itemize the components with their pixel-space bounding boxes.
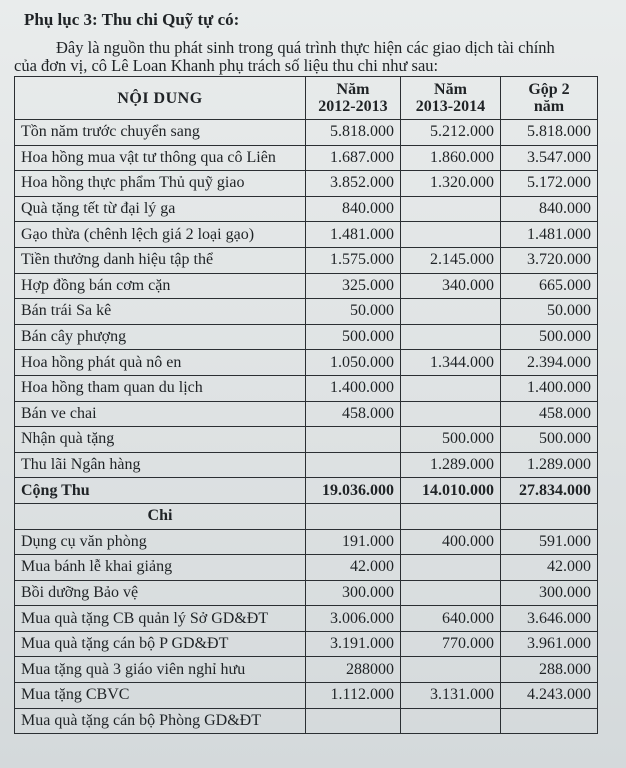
- row-year-1: 1.400.000: [305, 375, 400, 401]
- row-label: Mua quà tặng CB quản lý Sở GD&ĐT: [15, 606, 306, 632]
- income-row: [15, 247, 598, 273]
- row-year-1: 3.852.000: [305, 171, 400, 197]
- row-label: Gạo thừa (chênh lệch giá 2 loại gạo): [15, 222, 306, 248]
- row-year-2: [400, 401, 500, 427]
- row-total: 288.000: [500, 657, 597, 683]
- row-year-1: [305, 427, 400, 453]
- row-label: Tiền thưởng danh hiệu tập thể: [15, 247, 306, 273]
- header-total-line-1: Gộp 2: [528, 81, 570, 98]
- row-year-2: 5.212.000: [400, 120, 500, 146]
- expense-row: [15, 580, 598, 606]
- row-total: 1.289.000: [500, 452, 597, 478]
- expense-row: [15, 631, 598, 657]
- row-total: 3.720.000: [500, 247, 597, 273]
- row-year-1: 300.000: [305, 580, 400, 606]
- expense-row: [15, 657, 598, 683]
- row-year-1: 325.000: [305, 273, 400, 299]
- row-year-1: 458.000: [305, 401, 400, 427]
- row-year-1: 840.000: [305, 196, 400, 222]
- row-label: Mua tặng CBVC: [15, 683, 306, 709]
- row-label: Thu lãi Ngân hàng: [15, 452, 306, 478]
- row-year-2: [400, 708, 500, 734]
- header-year-1: [305, 77, 400, 120]
- header-year-2-line-2: 2013-2014: [415, 98, 486, 115]
- row-label: Mua tặng quà 3 giáo viên nghỉ hưu: [15, 657, 306, 683]
- intro-line-2: của đơn vị, cô Lê Loan Khanh phụ trách số liệu thu chi như sau:: [14, 56, 439, 75]
- income-row: [15, 145, 598, 171]
- row-label: Bán trái Sa kê: [15, 299, 306, 325]
- row-total: 840.000: [500, 196, 597, 222]
- row-year-2: [400, 222, 500, 248]
- row-total: [500, 708, 597, 734]
- row-total: 5.818.000: [500, 120, 597, 146]
- row-year-1: 191.000: [305, 529, 400, 555]
- row-label: Hoa hồng phát quà nô en: [15, 350, 306, 376]
- row-label: Hợp đồng bán cơm cặn: [15, 273, 306, 299]
- row-year-1: 1.687.000: [305, 145, 400, 171]
- appendix-heading: Phụ lục 3: Thu chi Quỹ tự có:: [24, 10, 240, 29]
- row-total: 5.172.000: [500, 171, 597, 197]
- header-year-1-line-1: Năm: [336, 81, 370, 98]
- table-header-row: [15, 77, 598, 120]
- income-row: [15, 427, 598, 453]
- income-row: [15, 120, 598, 146]
- row-year-1: [305, 452, 400, 478]
- row-label: Mua bánh lễ khai giảng: [15, 555, 306, 581]
- row-year-2: [400, 555, 500, 581]
- row-year-1: 1.112.000: [305, 683, 400, 709]
- row-label: Bồi dưỡng Bảo vệ: [15, 580, 306, 606]
- row-year-1: 19.036.000: [305, 478, 400, 504]
- row-total: 27.834.000: [500, 478, 597, 504]
- row-year-1: 3.191.000: [305, 631, 400, 657]
- row-total: 3.547.000: [500, 145, 597, 171]
- row-year-2: 1.344.000: [400, 350, 500, 376]
- header-year-2-line-1: Năm: [434, 81, 467, 98]
- row-total: 300.000: [500, 580, 597, 606]
- header-year-1-line-2: 2012-2013: [318, 98, 388, 115]
- row-year-2: 640.000: [400, 606, 500, 632]
- row-total: 42.000: [500, 555, 597, 581]
- expense-section-row: [15, 503, 598, 529]
- income-row: [15, 196, 598, 222]
- row-year-1: 500.000: [305, 324, 400, 350]
- income-row: [15, 299, 598, 325]
- income-row: [15, 222, 598, 248]
- row-label: Dụng cụ văn phòng: [15, 529, 306, 555]
- row-label: Mua quà tặng cán bộ Phòng GD&ĐT: [15, 708, 306, 734]
- row-year-2: [400, 657, 500, 683]
- row-label: Mua quà tặng cán bộ P GD&ĐT: [15, 631, 306, 657]
- income-row: [15, 375, 598, 401]
- row-label: Bán cây phượng: [15, 324, 306, 350]
- row-label: Tồn năm trước chuyển sang: [15, 120, 306, 146]
- row-year-1: 288000: [305, 657, 400, 683]
- row-label: Quà tặng tết từ đại lý ga: [15, 196, 306, 222]
- row-year-2: 500.000: [400, 427, 500, 453]
- row-total: 665.000: [500, 273, 597, 299]
- row-total: 1.481.000: [500, 222, 597, 248]
- expense-row: [15, 555, 598, 581]
- row-label: Nhận quà tặng: [15, 427, 306, 453]
- row-year-2: 14.010.000: [400, 478, 500, 504]
- row-year-2: [400, 375, 500, 401]
- income-total-row: [15, 478, 598, 504]
- income-row: [15, 324, 598, 350]
- header-year-2: [400, 77, 500, 120]
- row-year-1: 1.575.000: [305, 247, 400, 273]
- row-label: Hoa hồng tham quan du lịch: [15, 375, 306, 401]
- row-year-1: 5.818.000: [305, 120, 400, 146]
- row-year-2: 2.145.000: [400, 247, 500, 273]
- row-year-1: 3.006.000: [305, 606, 400, 632]
- expense-row: [15, 683, 598, 709]
- row-label: Cộng Thu: [15, 478, 306, 504]
- row-year-1: 42.000: [305, 555, 400, 581]
- row-year-2: [400, 324, 500, 350]
- row-year-1: [305, 708, 400, 734]
- row-year-2: 1.320.000: [400, 171, 500, 197]
- row-year-1: 1.050.000: [305, 350, 400, 376]
- row-total: 500.000: [500, 324, 597, 350]
- expense-row: [15, 708, 598, 734]
- expense-row: [15, 529, 598, 555]
- income-row: [15, 171, 598, 197]
- row-year-2: 400.000: [400, 529, 500, 555]
- fund-table: [14, 76, 598, 734]
- row-year-2: [400, 299, 500, 325]
- row-year-1: 50.000: [305, 299, 400, 325]
- row-total: 458.000: [500, 401, 597, 427]
- income-row: [15, 350, 598, 376]
- expense-row: [15, 606, 598, 632]
- intro-line-1: Đây là nguồn thu phát sinh trong quá trình thực hiện các giao dịch tài chính: [56, 38, 555, 57]
- empty-cell: [305, 503, 400, 529]
- table-body: [15, 120, 598, 734]
- row-year-2: 1.860.000: [400, 145, 500, 171]
- row-label: Hoa hồng thực phẩm Thủ quỹ giao: [15, 171, 306, 197]
- row-total: 4.243.000: [500, 683, 597, 709]
- row-year-2: [400, 196, 500, 222]
- income-row: [15, 452, 598, 478]
- expense-section-label: Chi: [15, 503, 306, 529]
- row-year-2: [400, 580, 500, 606]
- row-label: Hoa hồng mua vật tư thông qua cô Liên: [15, 145, 306, 171]
- empty-cell: [500, 503, 597, 529]
- header-content: NỘI DUNG: [15, 77, 306, 120]
- row-year-2: 340.000: [400, 273, 500, 299]
- header-total-line-2: năm: [533, 98, 565, 115]
- row-year-2: 3.131.000: [400, 683, 500, 709]
- row-total: 3.961.000: [500, 631, 597, 657]
- header-total: [500, 77, 597, 120]
- row-total: 3.646.000: [500, 606, 597, 632]
- row-label: Bán ve chai: [15, 401, 306, 427]
- row-total: 500.000: [500, 427, 597, 453]
- row-total: 2.394.000: [500, 350, 597, 376]
- income-row: [15, 273, 598, 299]
- row-total: 1.400.000: [500, 375, 597, 401]
- row-total: 591.000: [500, 529, 597, 555]
- row-year-2: 1.289.000: [400, 452, 500, 478]
- empty-cell: [400, 503, 500, 529]
- row-year-2: 770.000: [400, 631, 500, 657]
- row-year-1: 1.481.000: [305, 222, 400, 248]
- income-row: [15, 401, 598, 427]
- row-total: 50.000: [500, 299, 597, 325]
